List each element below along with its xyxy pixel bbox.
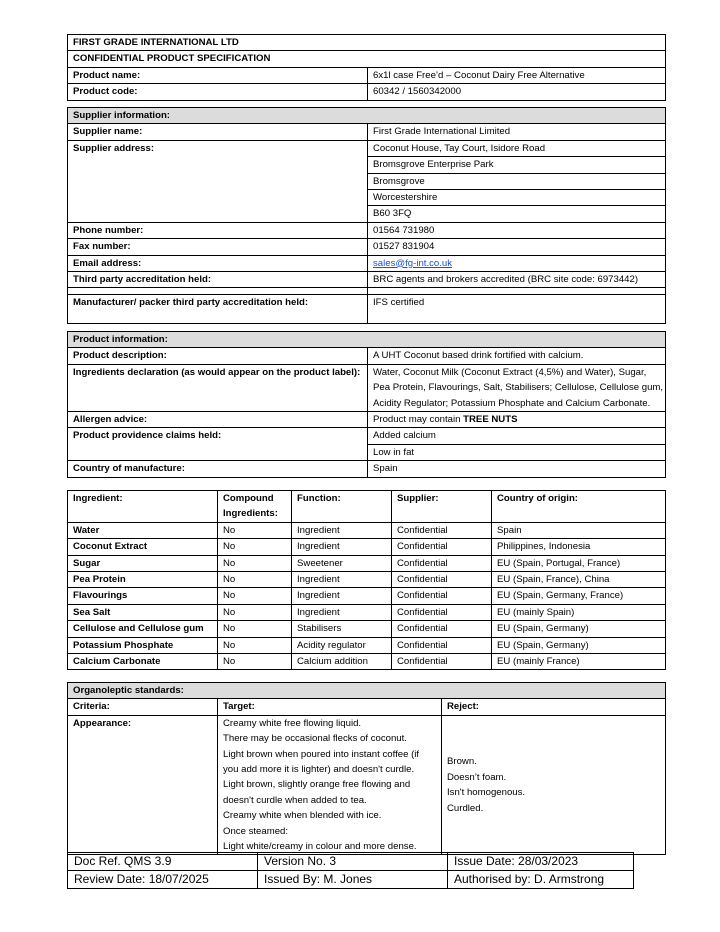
fax-value: 01527 831904 (368, 239, 666, 255)
ingredients-body (68, 522, 666, 670)
supplier-name-value: First Grade International Limited (368, 124, 666, 140)
cell-function: Sweetener (292, 555, 392, 571)
ingredients-line: Acidity Regulator; Potassium Phosphate and Calcium Carbonate. (373, 397, 651, 409)
cell-function: Ingredient (292, 522, 392, 538)
cell-supplier: Confidential (392, 621, 492, 637)
cell-origin: EU (mainly France) (492, 654, 666, 670)
table-row (68, 604, 666, 620)
authorised-by: Authorised by: D. Armstrong (448, 871, 634, 889)
target-line: Light white/creamy in colour and more dense. (223, 841, 417, 853)
ingredients-table (67, 490, 666, 670)
fax-label: Fax number: (68, 239, 368, 255)
allergen-bold: TREE NUTS (463, 414, 518, 426)
cell-compound: No (218, 588, 292, 604)
accreditation-value: BRC agents and brokers accredited (BRC site code: 6973442) (368, 272, 666, 288)
manufacturer-accreditation-label: Manufacturer/ packer third party accreditation held: (68, 295, 368, 324)
cell-function: Ingredient (292, 572, 392, 588)
product-code-value: 60342 / 1560342000 (368, 84, 666, 100)
cell-ingredient: Coconut Extract (68, 539, 218, 555)
spacer (368, 288, 666, 295)
ingredients-line: Water, Coconut Milk (Coconut Extract (4,5%) and Water), Sugar, (373, 366, 647, 378)
cell-supplier: Confidential (392, 522, 492, 538)
email-label: Email address: (68, 255, 368, 271)
reject-line: Brown. (447, 756, 477, 768)
cell-supplier: Confidential (392, 604, 492, 620)
cell-ingredient: Sea Salt (68, 604, 218, 620)
table-row (68, 555, 666, 571)
target-line: you add more it is lighter) and doesn't curdle. (223, 764, 415, 776)
target-line: Once steamed: (223, 825, 289, 837)
doc-ref: Doc Ref. QMS 3.9 (68, 853, 258, 871)
cell-origin: EU (Spain, Germany) (492, 621, 666, 637)
supplier-table (67, 107, 666, 324)
appearance-label: Appearance: (68, 715, 218, 855)
compound-line1: Compound (223, 493, 274, 504)
cell-origin: EU (mainly Spain) (492, 604, 666, 620)
target-line: Light brown when poured into instant coffee (if (223, 748, 420, 760)
cell-supplier: Confidential (392, 637, 492, 653)
supplier-section-title: Supplier information: (68, 108, 666, 124)
address-line: B60 3FQ (368, 206, 666, 222)
company-name: FIRST GRADE INTERNATIONAL LTD (68, 35, 666, 51)
col-header-supplier: Supplier: (392, 491, 492, 523)
compound-line2: Ingredients: (223, 508, 278, 520)
address-line: Bromsgrove Enterprise Park (368, 157, 666, 173)
table-row (68, 572, 666, 588)
supplier-address-label: Supplier address: (68, 140, 368, 222)
country-value: Spain (368, 461, 666, 477)
spacer (68, 288, 368, 295)
product-description-label: Product description: (68, 348, 368, 364)
cell-function: Ingredient (292, 604, 392, 620)
table-row (68, 539, 666, 555)
ingredients-declaration-value (368, 364, 666, 411)
email-cell (368, 255, 666, 271)
cell-supplier: Confidential (392, 654, 492, 670)
target-line: Creamy white when blended with ice. (223, 810, 382, 822)
cell-origin: EU (Spain, Portugal, France) (492, 555, 666, 571)
phone-value: 01564 731980 (368, 222, 666, 238)
table-row (68, 637, 666, 653)
cell-function: Calcium addition (292, 654, 392, 670)
cell-compound: No (218, 555, 292, 571)
allergen-value (368, 412, 666, 428)
ingredients-line: Pea Protein, Flavourings, Salt, Stabilisers; Cellulose, Cellulose gum, (373, 382, 664, 394)
email-link[interactable]: sales@fg-int.co.uk (373, 257, 453, 269)
col-header-origin: Country of origin: (492, 491, 666, 523)
reject-line: Isn't homogenous. (447, 787, 526, 799)
claims-label: Product providence claims held: (68, 428, 368, 461)
cell-origin: Spain (492, 522, 666, 538)
cell-compound: No (218, 621, 292, 637)
cell-ingredient: Pea Protein (68, 572, 218, 588)
table-row (68, 654, 666, 670)
table-row (68, 621, 666, 637)
cell-ingredient: Potassium Phosphate (68, 637, 218, 653)
organoleptic-table (67, 682, 666, 855)
footer-table (67, 852, 634, 889)
criteria-label: Criteria: (68, 699, 218, 715)
document-type: CONFIDENTIAL PRODUCT SPECIFICATION (68, 51, 666, 67)
claim-item: Low in fat (368, 444, 666, 460)
cell-ingredient: Sugar (68, 555, 218, 571)
cell-supplier: Confidential (392, 555, 492, 571)
cell-origin: Philippines, Indonesia (492, 539, 666, 555)
target-line: Creamy white free flowing liquid. (223, 717, 362, 729)
cell-compound: No (218, 637, 292, 653)
ingredients-declaration-label: Ingredients declaration (as would appear on the product label): (68, 364, 368, 411)
cell-origin: EU (Spain, Germany) (492, 637, 666, 653)
target-line: There may be occasional flecks of coconut. (223, 733, 407, 745)
cell-ingredient: Flavourings (68, 588, 218, 604)
col-header-compound (218, 491, 292, 523)
reject-line: Doesn’t foam. (447, 771, 507, 783)
accreditation-label: Third party accreditation held: (68, 272, 368, 288)
reject-line: Curdled. (447, 802, 484, 814)
cell-ingredient: Water (68, 522, 218, 538)
address-line: Coconut House, Tay Court, Isidore Road (368, 140, 666, 156)
cell-compound: No (218, 522, 292, 538)
version-no: Version No. 3 (258, 853, 448, 871)
issue-date: Issue Date: 28/03/2023 (448, 853, 634, 871)
cell-compound: No (218, 572, 292, 588)
target-label: Target: (218, 699, 442, 715)
product-section-title: Product information: (68, 332, 666, 348)
target-line: Light brown, slightly orange free flowing and (223, 779, 411, 791)
allergen-text: Product may contain (373, 414, 464, 426)
claim-item: Added calcium (368, 428, 666, 444)
manufacturer-accreditation-value: IFS certified (368, 295, 666, 324)
issued-by: Issued By: M. Jones (258, 871, 448, 889)
cell-origin: EU (Spain, Germany, France) (492, 588, 666, 604)
header-table (67, 34, 666, 101)
address-line: Worcestershire (368, 190, 666, 206)
address-line: Bromsgrove (368, 173, 666, 189)
table-row (68, 588, 666, 604)
cell-function: Ingredient (292, 588, 392, 604)
product-name-value: 6x1l case Free’d – Coconut Dairy Free Alternative (368, 67, 666, 83)
reject-label: Reject: (442, 699, 666, 715)
country-label: Country of manufacture: (68, 461, 368, 477)
appearance-target (218, 715, 442, 855)
allergen-label: Allergen advice: (68, 412, 368, 428)
cell-supplier: Confidential (392, 588, 492, 604)
table-row (68, 522, 666, 538)
col-header-ingredient: Ingredient: (68, 491, 218, 523)
cell-supplier: Confidential (392, 539, 492, 555)
phone-label: Phone number: (68, 222, 368, 238)
review-date: Review Date: 18/07/2025 (68, 871, 258, 889)
cell-ingredient: Cellulose and Cellulose gum (68, 621, 218, 637)
product-description-value: A UHT Coconut based drink fortified with calcium. (368, 348, 666, 364)
cell-compound: No (218, 604, 292, 620)
organoleptic-section-title: Organoleptic standards: (68, 683, 666, 699)
cell-function: Ingredient (292, 539, 392, 555)
cell-origin: EU (Spain, France), China (492, 572, 666, 588)
cell-compound: No (218, 654, 292, 670)
product-code-label: Product code: (68, 84, 368, 100)
cell-ingredient: Calcium Carbonate (68, 654, 218, 670)
cell-supplier: Confidential (392, 572, 492, 588)
appearance-reject (442, 715, 666, 855)
product-name-label: Product name: (68, 67, 368, 83)
target-line: doesn't curdle when added to tea. (223, 794, 367, 806)
product-info-table (67, 331, 666, 478)
cell-compound: No (218, 539, 292, 555)
cell-function: Stabilisers (292, 621, 392, 637)
supplier-name-label: Supplier name: (68, 124, 368, 140)
cell-function: Acidity regulator (292, 637, 392, 653)
col-header-function: Function: (292, 491, 392, 523)
